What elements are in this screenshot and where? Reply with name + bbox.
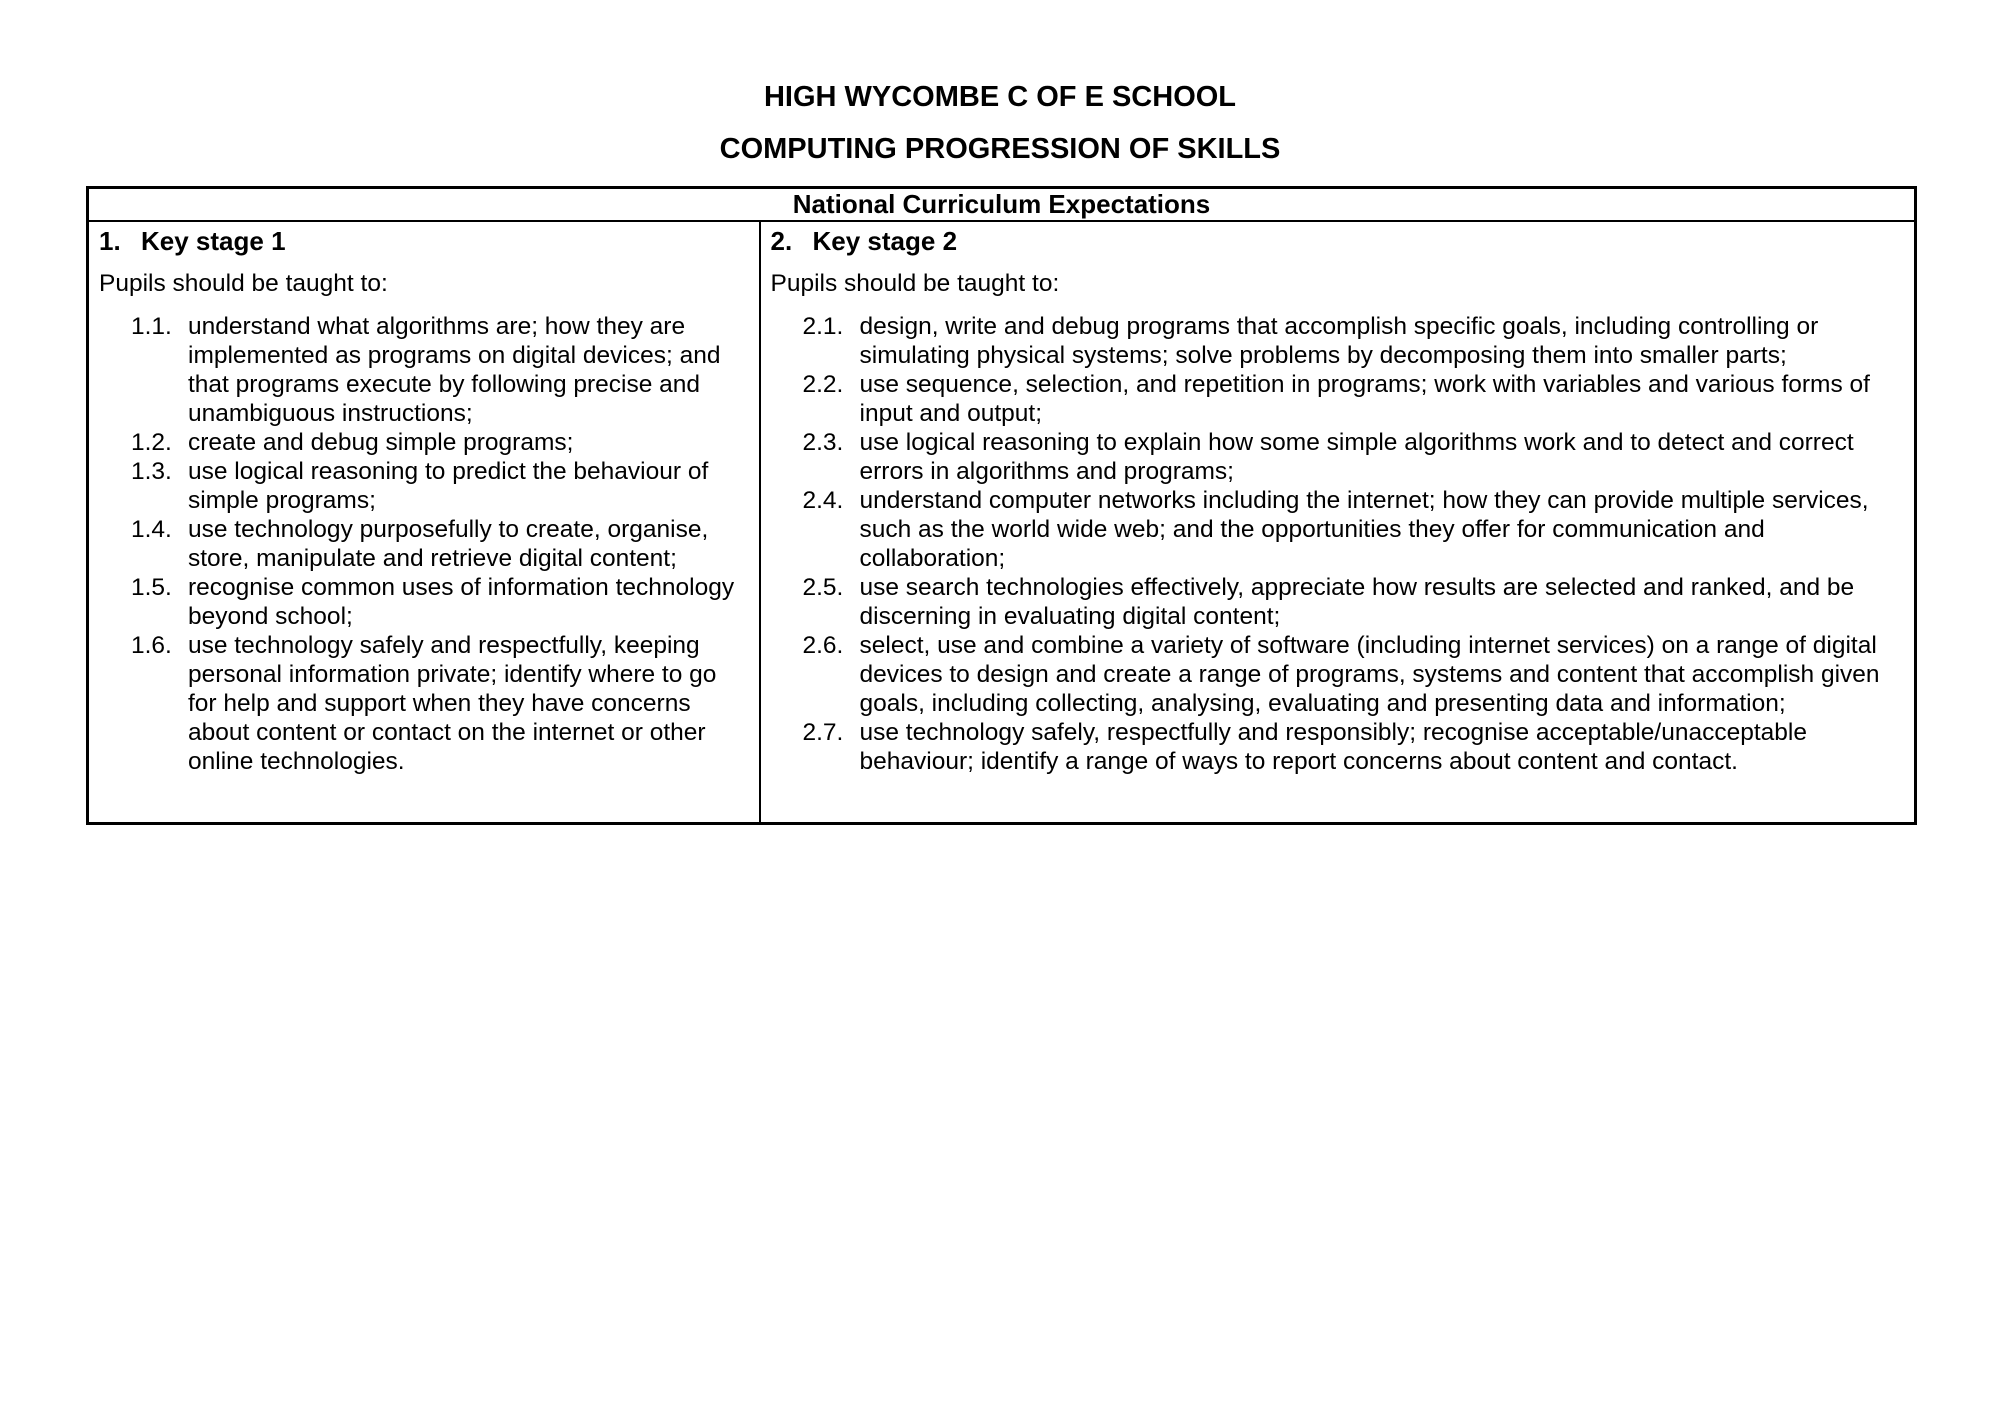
- item-text: use technology safely and respectfully, keeping personal information private; identify where to go for help and support when they have concerns about content or contact on the internet or other online technologies.: [188, 632, 717, 775]
- key-stage-2-cell: [760, 221, 1916, 824]
- list-item: [803, 573, 1905, 631]
- item-text: understand what algorithms are; how they are implemented as programs on digital devices; and that programs execute by following precise and unambiguous instructions;: [188, 313, 721, 427]
- item-number: 1.1.: [131, 313, 172, 340]
- key-stage-2-list: [771, 312, 1905, 776]
- item-number: 1.3.: [131, 458, 172, 485]
- item-text: design, write and debug programs that accomplish specific goals, including controlling or simulating physical systems; solve problems by decomposing them into smaller parts;: [859, 313, 1819, 369]
- heading-label: Key stage 1: [141, 226, 286, 256]
- item-number: 2.1.: [802, 313, 844, 340]
- key-stage-1-cell: [88, 221, 760, 824]
- list-item: [803, 370, 1905, 428]
- page-subtitle: COMPUTING PROGRESSION OF SKILLS: [719, 133, 1281, 165]
- heading-number: 1.: [99, 226, 121, 256]
- list-item: [803, 718, 1905, 776]
- key-stage-1-list: [99, 312, 749, 776]
- item-text: use logical reasoning to predict the behaviour of simple programs;: [188, 458, 709, 514]
- list-item: [131, 573, 749, 631]
- item-number: 1.4.: [131, 516, 172, 543]
- list-item: [131, 515, 749, 573]
- item-text: use technology purposefully to create, organise, store, manipulate and retrieve digital content;: [188, 516, 709, 572]
- list-item: [803, 486, 1905, 573]
- item-number: 2.2.: [802, 371, 844, 398]
- key-stage-1-heading: [99, 226, 749, 256]
- item-text: use logical reasoning to explain how some simple algorithms work and to detect and correct errors in algorithms and programs;: [859, 429, 1854, 485]
- item-number: 1.5.: [131, 574, 172, 601]
- heading-label: Key stage 2: [812, 226, 958, 256]
- item-text: recognise common uses of information technology beyond school;: [188, 574, 735, 630]
- list-item: [803, 631, 1905, 718]
- list-item: [803, 428, 1905, 486]
- item-text: select, use and combine a variety of software (including internet services) on a range of digital devices to design and create a range of programs, systems and content that accomplish given goals, including collecting, analysing, evaluating and presenting data and information;: [859, 632, 1880, 717]
- key-stage-2-heading: [771, 226, 1905, 256]
- item-text: use technology safely, respectfully and responsibly; recognise acceptable/unacceptable behaviour; identify a range of ways to report concerns about content and contact.: [859, 719, 1807, 775]
- item-text: use search technologies effectively, appreciate how results are selected and ranked, and be discerning in evaluating digital content;: [859, 574, 1855, 630]
- heading-number: 2.: [770, 226, 793, 256]
- item-number: 2.7.: [802, 719, 844, 746]
- page-title: HIGH WYCOMBE C OF E SCHOOL: [763, 81, 1237, 113]
- key-stage-2-intro: Pupils should be taught to:: [770, 270, 1060, 297]
- item-text: create and debug simple programs;: [188, 429, 574, 456]
- list-item: [131, 457, 749, 515]
- item-number: 2.5.: [802, 574, 844, 601]
- item-number: 2.3.: [802, 429, 844, 456]
- item-number: 2.6.: [802, 632, 844, 659]
- list-item: [803, 312, 1905, 370]
- item-text: understand computer networks including the internet; how they can provide multiple services, such as the world wide web; and the opportunities they offer for communication and collaboration;: [859, 487, 1869, 572]
- item-number: 1.6.: [131, 632, 172, 659]
- item-text: use sequence, selection, and repetition in programs; work with variables and various forms of input and output;: [859, 371, 1870, 427]
- item-number: 2.4.: [802, 487, 844, 514]
- key-stage-1-intro: Pupils should be taught to:: [99, 270, 388, 297]
- list-item: [131, 312, 749, 428]
- table-header: National Curriculum Expectations: [88, 188, 1916, 222]
- list-item: [131, 428, 749, 457]
- item-number: 1.2.: [131, 429, 172, 456]
- list-item: [131, 631, 749, 776]
- expectations-table: [86, 186, 1917, 825]
